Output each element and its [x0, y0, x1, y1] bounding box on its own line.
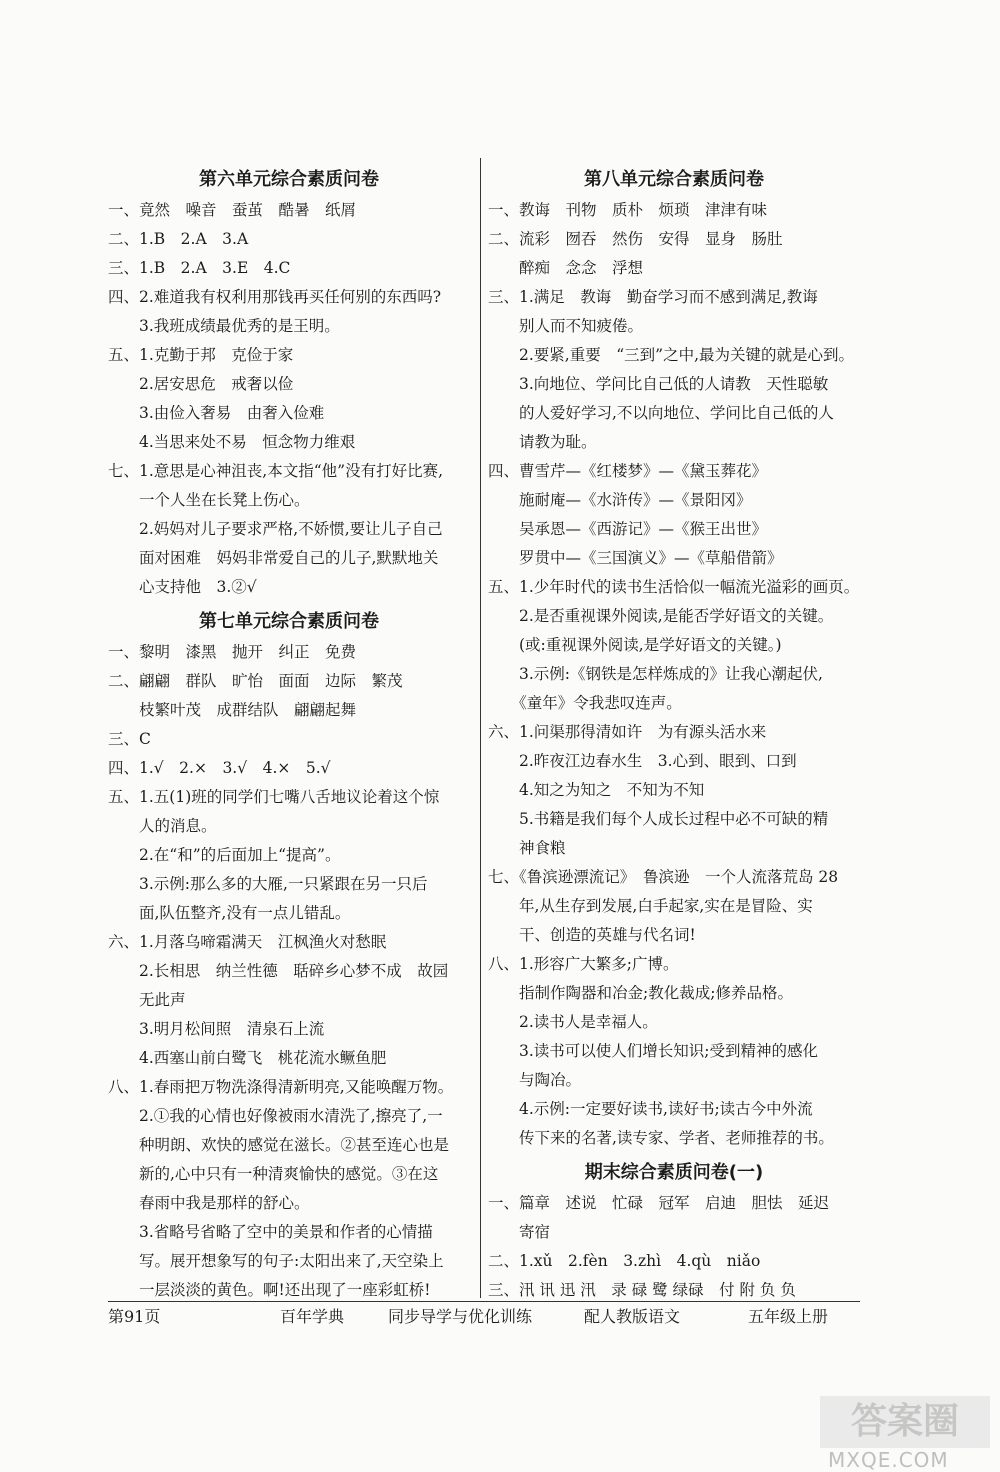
answer-line: 面,队伍整齐,没有一点儿错乱。: [108, 904, 351, 922]
answer-line: 请教为耻。: [488, 433, 597, 451]
answer-line: (或:重视课外阅读,是学好语文的关键。): [488, 636, 782, 654]
grade-label: 五年级上册: [748, 1307, 829, 1326]
section-title: 期末综合素质问卷(一): [584, 1162, 764, 1183]
answer-line: 4.西塞山前白鹭飞 桃花流水鳜鱼肥: [108, 1049, 387, 1067]
answer-line: 种明朗、欢快的感觉在滋长。②甚至连心也是: [108, 1136, 450, 1154]
answer-line: 写。展开想象写的句子:太阳出来了,天空染上: [108, 1252, 444, 1270]
answer-line: 2.读书人是幸福人。: [488, 1013, 658, 1031]
answer-line: 3.读书可以使人们增长知识;受到精神的感化: [488, 1042, 819, 1060]
answer-line: 2.是否重视课外阅读,是能否学好语文的关键。: [488, 607, 834, 625]
series-name: 同步导学与优化训练: [388, 1307, 533, 1326]
answer-line: 2.居安思危 戒奢以俭: [108, 375, 294, 393]
answer-line: 与陶冶。: [488, 1071, 582, 1089]
answer-line: 3.我班成绩最优秀的是王明。: [108, 317, 340, 335]
answer-line: 心支持他 3.②√: [108, 578, 257, 596]
answer-line: 指制作陶器和冶金;教化裁成;修养品格。: [488, 984, 793, 1002]
answer-line: 四、2.难道我有权利用那钱再买任何别的东西吗?: [108, 288, 442, 306]
answer-line: 七、《鲁滨逊漂流记》 鲁滨逊 一个人流落荒岛 28: [488, 868, 839, 886]
answer-line: 神食粮: [488, 839, 566, 857]
answer-line: 二、翩翩 群队 旷怡 面面 边际 繁茂: [108, 672, 403, 690]
answer-line: 六、1.问渠那得清如许 为有源头活水来: [488, 723, 767, 741]
edition-label: 配人教版语文: [584, 1307, 681, 1326]
brand-name: 百年学典: [280, 1307, 345, 1326]
answer-line: 4.当思来处不易 恒念物力维艰: [108, 433, 356, 451]
watermark-text: 答案圈: [850, 1401, 959, 1442]
answer-line: 六、1.月落乌啼霜满天 江枫渔火对愁眠: [108, 933, 387, 951]
answer-line: 四、曹雪芹—《红楼梦》—《黛玉葬花》: [488, 462, 768, 480]
answer-line: 3.明月松间照 清泉石上流: [108, 1020, 325, 1038]
answer-line: 罗贯中—《三国演义》—《草船借箭》: [488, 549, 783, 567]
answer-line: 八、1.形容广大繁多;广博。: [488, 955, 679, 973]
answer-line: 三、C: [108, 730, 151, 748]
answer-line: 的人爱好学习,不以向地位、学问比自己低的人: [488, 404, 834, 422]
answer-line: 3.向地位、学问比自己低的人请教 天性聪敏: [488, 375, 829, 393]
answer-line: 春雨中我是那样的舒心。: [108, 1194, 310, 1212]
answer-line: 寄宿: [488, 1223, 551, 1241]
answer-line: 2.妈妈对儿子要求严格,不娇惯,要让儿子自己: [108, 520, 443, 538]
answer-line: 人的消息。: [108, 817, 217, 835]
answer-line: 一、黎明 漆黑 抛开 纠正 免费: [108, 643, 357, 661]
answer-line: 施耐庵—《水浒传》—《景阳冈》: [488, 491, 752, 509]
answer-line: 2.长相思 纳兰性德 聒碎乡心梦不成 故园: [108, 962, 449, 980]
answer-line: 4.知之为知之 不知为不知: [488, 781, 705, 799]
answer-line: 新的,心中只有一种清爽愉快的感觉。③在这: [108, 1165, 439, 1183]
answer-line: 3.示例:《钢铁是怎样炼成的》让我心潮起伏,: [488, 665, 823, 683]
answer-line: 吴承恩—《西游记》—《猴王出世》: [488, 520, 768, 538]
section-title: 第八单元综合素质问卷: [584, 169, 764, 190]
answer-line: 干、创造的英雄与代名词!: [488, 926, 696, 944]
answer-line: 4.示例:一定要好读书,读好书;读古今中外流: [488, 1100, 813, 1118]
answer-line: 别人而不知疲倦。: [488, 317, 644, 335]
answer-line: 2.①我的心情也好像被雨水清洗了,擦亮了,一: [108, 1107, 443, 1125]
answer-line: 一层淡淡的黄色。啊!还出现了一座彩虹桥!: [108, 1281, 431, 1299]
answer-line: 八、1.春雨把万物洗涤得清新明亮,又能唤醒万物。: [108, 1078, 454, 1096]
answer-line: 枝繁叶茂 成群结队 翩翩起舞: [108, 701, 357, 719]
section-title: 第七单元综合素质问卷: [199, 611, 379, 632]
answer-line: 五、1.克勤于邦 克俭于家: [108, 346, 294, 364]
answer-line: 五、1.五(1)班的同学们七嘴八舌地议论着这个惊: [108, 788, 440, 806]
answer-line: 二、流彩 囫吞 然伤 安得 显身 肠肚: [488, 230, 783, 248]
watermark-logo: [820, 1396, 990, 1448]
page-footer: [108, 1302, 860, 1332]
answer-line: 一、篇章 述说 忙碌 冠军 启迪 胆怯 延迟: [488, 1194, 830, 1212]
answer-line: 5.书籍是我们每个人成长过程中必不可缺的精: [488, 810, 829, 828]
answer-line: 七、1.意思是心神沮丧,本文指“他”没有打好比赛,: [108, 462, 443, 480]
answer-line: 醉痴 念念 浮想: [488, 259, 644, 277]
answer-line: 2.昨夜江边春水生 3.心到、眼到、口到: [488, 752, 797, 770]
answer-line: 年,从生存到发展,白手起家,实在是冒险、实: [488, 897, 813, 915]
answer-line: 三、1.满足 教诲 勤奋学习而不感到满足,教诲: [488, 288, 818, 306]
answer-line: 五、1.少年时代的读书生活恰似一幅流光溢彩的画页。: [488, 578, 860, 596]
answer-line: 四、1.√ 2.× 3.√ 4.× 5.√: [108, 759, 331, 777]
section-title: 第六单元综合素质问卷: [199, 169, 379, 190]
answer-line: 三、汛 讯 迅 汛 录 碌 鹭 绿碌 付 附 负 负: [488, 1281, 796, 1299]
page-number: 第91页: [108, 1307, 161, 1326]
answer-line: 传下来的名著,读专家、学者、老师推荐的书。: [488, 1129, 834, 1147]
answer-line: 3.示例:那么多的大雁,一只紧跟在另一只后: [108, 875, 428, 893]
answer-line: 一、教诲 刊物 质朴 烦琐 津津有味: [488, 201, 768, 219]
answer-line: 3.省略号省略了空中的美景和作者的心情描: [108, 1223, 433, 1241]
answer-line: 一、竟然 噪音 蚕茧 酷暑 纸屑: [108, 201, 357, 219]
answer-line: 一个人坐在长凳上伤心。: [108, 491, 310, 509]
column-divider: [480, 158, 481, 1298]
answer-line: 面对困难 妈妈非常爱自己的儿子,默默地关: [108, 549, 439, 567]
answer-line: 三、1.B 2.A 3.E 4.C: [108, 259, 291, 277]
right-column: [488, 160, 860, 1305]
left-column: [108, 160, 470, 1305]
watermark-url: MXQE.COM: [828, 1448, 949, 1472]
answer-line: 2.要紧,重要 “三到”之中,最为关键的就是心到。: [488, 346, 854, 364]
answer-line: 3.由俭入奢易 由奢入俭难: [108, 404, 325, 422]
answer-line: 二、1.xǔ 2.fèn 3.zhì 4.qù niǎo: [488, 1252, 761, 1270]
answer-line: 2.在“和”的后面加上“提高”。: [108, 846, 341, 864]
answer-line: 《童年》令我悲叹连声。: [488, 694, 682, 712]
answer-line: 二、1.B 2.A 3.A: [108, 230, 249, 248]
answer-line: 无此声: [108, 991, 186, 1009]
